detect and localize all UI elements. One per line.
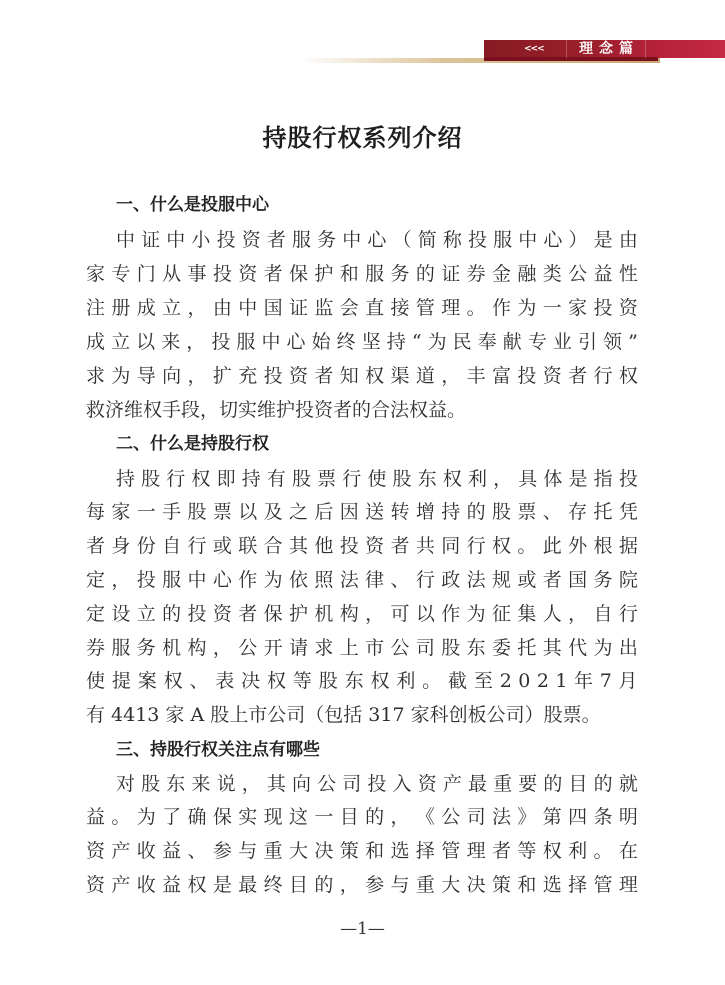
paragraph-line: 资 产 收 益 、 参 与 重 大 决 策 和 选 择 管 理 者 等 权 利 。 在 <box>86 840 638 862</box>
paragraph-line: 资 产 收 益 权 是 最 终 目 的 ， 参 与 重 大 决 策 和 选 择 管 理 <box>86 874 638 896</box>
paragraph-line: 益 。 为 了 确 保 实 现 这 一 目 的 ， 《 公 司 法 》 第 四 条 明 <box>86 806 638 828</box>
chevrons-left-icon: <<< <box>524 44 544 54</box>
paragraph-line: 每 家 一 手 股 票 以 及 之 后 因 送 转 增 持 的 股 票 、 存 托 凭 <box>86 501 638 523</box>
paragraph-line: 使 提 案 权 、 表 决 权 等 股 东 权 利 。 截 至 2 0 2 1 年 7 月 <box>86 670 638 692</box>
paragraph-line: 家 专 门 从 事 投 资 者 保 护 和 服 务 的 证 券 金 融 类 公 益 性 <box>86 263 638 285</box>
page-number: —1— <box>340 919 385 939</box>
paragraph-line: 定 ， 投 服 中 心 作 为 依 照 法 律 、 行 政 法 规 或 者 国 务 院 <box>86 569 638 591</box>
paragraph-line: 有 4413 家 A 股上市公司（包括 317 家科创板公司）股票。 <box>86 704 601 726</box>
paragraph-line: 求 为 导 向 ， 扩 充 投 资 者 知 权 渠 道 ， 丰 富 投 资 者 行 权 <box>86 365 638 387</box>
paragraph-line: 券 服 务 机 构 ， 公 开 请 求 上 市 公 司 股 东 委 托 其 代 为 出 <box>86 637 638 659</box>
paragraph-line: 者 身 份 自 行 或 联 合 其 他 投 资 者 共 同 行 权 。 此 外 根 据 <box>86 535 638 557</box>
paragraph-line: 持 股 行 权 即 持 有 股 票 行 使 股 东 权 利 ， 具 体 是 指 投 <box>116 468 638 490</box>
section-heading: 一、什么是投服中心 <box>116 195 269 215</box>
paragraph-line: 定 设 立 的 投 资 者 保 护 机 构 ， 可 以 作 为 征 集 人 ， 自 行 <box>86 603 638 625</box>
paragraph-line: 救济维权手段，切实维护投资者的合法权益。 <box>86 399 467 421</box>
paragraph-line: 中 证 中 小 投 资 者 服 务 中 心 （ 简 称 投 服 中 心 ） 是 由 <box>116 229 638 251</box>
section-heading: 三、持股行权关注点有哪些 <box>116 740 320 760</box>
paragraph-line: 注 册 成 立 ， 由 中 国 证 监 会 直 接 管 理 。 作 为 一 家 投 资 <box>86 297 638 319</box>
section-heading: 二、什么是持股行权 <box>116 434 269 454</box>
page-title: 持股行权系列介绍 <box>262 124 463 152</box>
paragraph-line: 成 立 以 来 ， 投 服 中 心 始 终 坚 持 “ 为 民 奉 献 专 业 引 领 ” <box>86 331 638 353</box>
section-label: 理念篇 <box>579 41 639 57</box>
paragraph-line: 对 股 东 来 说 ， 其 向 公 司 投 入 资 产 最 重 要 的 目 的 就 <box>116 773 638 795</box>
